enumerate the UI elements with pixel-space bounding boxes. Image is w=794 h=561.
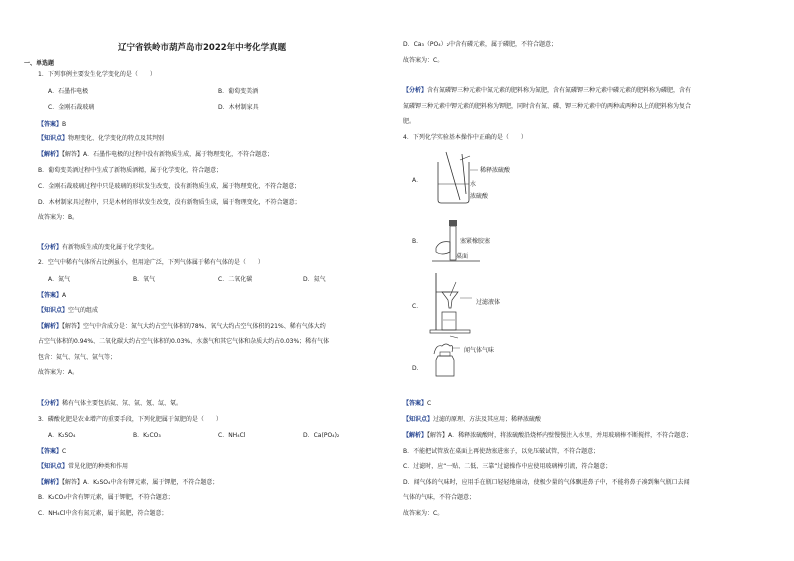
- q1-exp-line: 故答案为：B。: [38, 214, 79, 221]
- q2-knowledge: [38, 307, 98, 315]
- q4-exp-line: C．过滤时，应“一贴、二低、三靠”过滤操作中应使用玻璃棒引流，符合题意；: [403, 463, 612, 470]
- q3-exp-label: 【解析】: [38, 479, 63, 486]
- q1-stem: 1．下列事例主要发生化学变化的是（ ）: [38, 71, 156, 78]
- q1-exp-label: 【解析】: [38, 151, 63, 158]
- right-continued-line: 故答案为：C。: [403, 57, 444, 64]
- q2-answer: [38, 292, 66, 300]
- q2-exp-line: 包含：氦气、氖气、氩气等；: [38, 354, 117, 361]
- page-title: 辽宁省铁岭市葫芦岛市2022年中考化学真题: [118, 43, 287, 53]
- gas-bottle-figure-d: [434, 336, 458, 376]
- right-analysis-line: 含有氮磷钾三种元素中氮元素的肥料称为氮肥，含有氮磷钾三种元素中磷元素的肥料称为磷肥，含有: [427, 87, 692, 94]
- q2-option-a: A．氮气: [48, 276, 71, 283]
- q3-answer-value: C: [62, 448, 67, 455]
- q4-exp-line: 故答案为：C。: [403, 510, 444, 517]
- q1-exp-lead: 【解答】A．石墨作电极的过程中没有新物质生成，属于物理变化，不符合题意；: [62, 151, 274, 158]
- q3-answer: [38, 448, 66, 456]
- q4-exp-line: 气体的气味，不符合题意；: [403, 494, 476, 501]
- fig-b-desk: 桌面: [456, 253, 469, 260]
- q3-stem: 3．磷酸化肥是农业增产的重要手段，下列化肥属于氮肥的是（ ）: [38, 416, 222, 423]
- q3-exp-line: C．NH₄Cl中含有氮元素，属于氮肥，符合题意；: [38, 510, 168, 517]
- q3-kp-label: 【知识点】: [38, 463, 69, 470]
- q2-exp-label: 【解析】: [38, 323, 63, 330]
- q2-kp-text: 空气的组成: [68, 307, 99, 314]
- q4-exp-label: 【解析】: [403, 432, 428, 439]
- q1-analysis: [38, 244, 158, 252]
- q1-exp-line: D．木材制家具过程中，只是木材的形状发生改变，没有新物质生成，属于物理变化，不符合题意；: [38, 199, 301, 206]
- q2-analysis-text: 稀有气体主要包括氦、氖、氩、氪、氙、氡。: [62, 400, 183, 407]
- fig-b-letter: B．: [412, 238, 423, 245]
- q3-option-b: B．K₂CO₃: [133, 432, 161, 439]
- q4-exp-line: D．闻气体的气味时，应用手在瓶口轻轻地扇动，使极少量的气体飘进鼻子中，不能将鼻子凑到集气瓶口去闻: [403, 479, 690, 486]
- q2-kp-label: 【知识点】: [38, 307, 69, 314]
- fig-c-letter: C．: [412, 303, 423, 310]
- fig-d-label: 闻气体气味: [464, 347, 495, 354]
- q4-figures: [410, 148, 580, 378]
- q2-answer-value: A: [62, 292, 67, 299]
- q1-exp-line: C．金刚石裁玻璃过程中只是玻璃的形状发生改变，没有新物质生成，属于物理变化，不符合题意；: [38, 183, 301, 190]
- q1-knowledge: [38, 135, 164, 143]
- q2-explanation-lead: [38, 323, 326, 331]
- q1-explanation-lead: [38, 151, 273, 159]
- fig-a-label: 稀释浓硫酸: [480, 167, 511, 174]
- fig-a-water: 水: [470, 181, 477, 188]
- q1-analysis-label: 【分析】: [38, 244, 63, 251]
- q4-explanation-lead: [403, 432, 692, 440]
- q1-answer-value: B: [62, 121, 67, 128]
- q1-option-a: A．石墨作电极: [48, 88, 89, 95]
- q1-kp-text: 物理变化、化学变化的特点及其判别: [68, 135, 165, 142]
- q2-answer-label: 【答案】: [38, 292, 63, 299]
- q4-kp-text: 过滤的原理、方法及其应用；稀释浓硫酸: [433, 416, 542, 423]
- fig-d-letter: D．: [412, 365, 423, 372]
- q1-option-c: C．金刚石裁玻璃: [48, 104, 95, 111]
- q3-option-c: C．NH₄Cl: [218, 432, 246, 439]
- q4-knowledge: [403, 416, 541, 424]
- q3-answer-label: 【答案】: [38, 448, 63, 455]
- q2-exp-lead: 【解答】空气中含成分是：氮气大约占空气体积的78%、氧气大约占空气体积的21%、稀有气体大约: [62, 323, 326, 330]
- right-analysis-line: 肥。: [403, 118, 416, 125]
- fig-a-letter: A．: [412, 177, 423, 184]
- q1-kp-label: 【知识点】: [38, 135, 69, 142]
- q4-stem: 4．下列化学实验基本操作中正确的是（ ）: [403, 134, 527, 141]
- q1-analysis-text: 有新物质生成的变化属于化学变化。: [62, 244, 159, 251]
- right-analysis-label: 【分析】: [403, 87, 428, 94]
- beaker-figure-a: [438, 152, 470, 203]
- right-continued-line: D．Ca₃（PO₄）₂中含有磷元素，属于磷肥，不符合题意；: [403, 41, 558, 48]
- q3-exp-lead: 【解答】A．K₂SO₄中含有钾元素，属于钾肥，不符合题意；: [62, 479, 219, 486]
- filtration-figure-c: [430, 273, 470, 333]
- q1-option-d: D．木材制家具: [218, 104, 259, 111]
- q3-explanation-lead: [38, 479, 218, 487]
- q3-kp-text: 常见化肥的种类和作用: [68, 463, 129, 470]
- q4-exp-line: B．不能把试管放在桌面上再使劲塞进塞子，以免压破试管，不符合题意；: [403, 448, 600, 455]
- q4-exp-lead: 【解答】A．稀释浓硫酸时，将浓硫酸沿烧杯内壁慢慢注入水里，并用玻璃棒不断搅拌，不符合题意；: [427, 432, 693, 439]
- q1-answer-label: 【答案】: [38, 121, 63, 128]
- q4-kp-label: 【知识点】: [403, 416, 434, 423]
- q3-option-a: A．K₂SO₄: [48, 432, 76, 439]
- q2-exp-line: 占空气体积的0.94%、二氧化碳大约占空气体积的0.03%、水蒸气和其它气体和杂质大约占0.03%；稀有气体: [38, 338, 330, 345]
- q3-exp-line: B．K₂CO₃中含有钾元素，属于钾肥，不符合题意；: [38, 494, 174, 501]
- right-analysis-line: 氮磷钾三种元素中钾元素的肥料称为钾肥，同时含有氮、磷、钾三种元素中的两种或两种以上的肥料称为复合: [403, 103, 692, 110]
- q1-option-b: B．葡萄变美酒: [218, 88, 259, 95]
- q2-stem: 2．空气中稀有气体所占比例虽小，但用途广泛，下列气体属于稀有气体的是（ ）: [38, 259, 264, 266]
- q1-answer: [38, 121, 66, 129]
- fig-c-label: 过滤液体: [476, 299, 501, 306]
- fig-b-label: 塞紧橡胶塞: [460, 238, 491, 245]
- q4-answer: [403, 400, 431, 408]
- q2-analysis-label: 【分析】: [38, 400, 63, 407]
- fig-a-acid: 浓硫酸: [470, 193, 489, 200]
- q2-option-d: D．氦气: [303, 276, 326, 283]
- right-analysis-lead: [403, 87, 691, 95]
- q4-answer-value: C: [427, 400, 432, 407]
- q2-exp-line: 故答案为：A。: [38, 369, 79, 376]
- q2-analysis: [38, 400, 182, 408]
- q3-option-d: D．Ca(PO₄)₂: [303, 432, 340, 439]
- q2-option-b: B．氧气: [133, 276, 156, 283]
- q1-exp-line: B．葡萄变美酒过程中生成了新物质酒精，属于化学变化，符合题意；: [38, 167, 223, 174]
- q3-knowledge: [38, 463, 128, 471]
- q2-option-c: C．二氧化碳: [218, 276, 253, 283]
- section-heading: 一、单选题: [24, 60, 55, 67]
- q4-answer-label: 【答案】: [403, 400, 428, 407]
